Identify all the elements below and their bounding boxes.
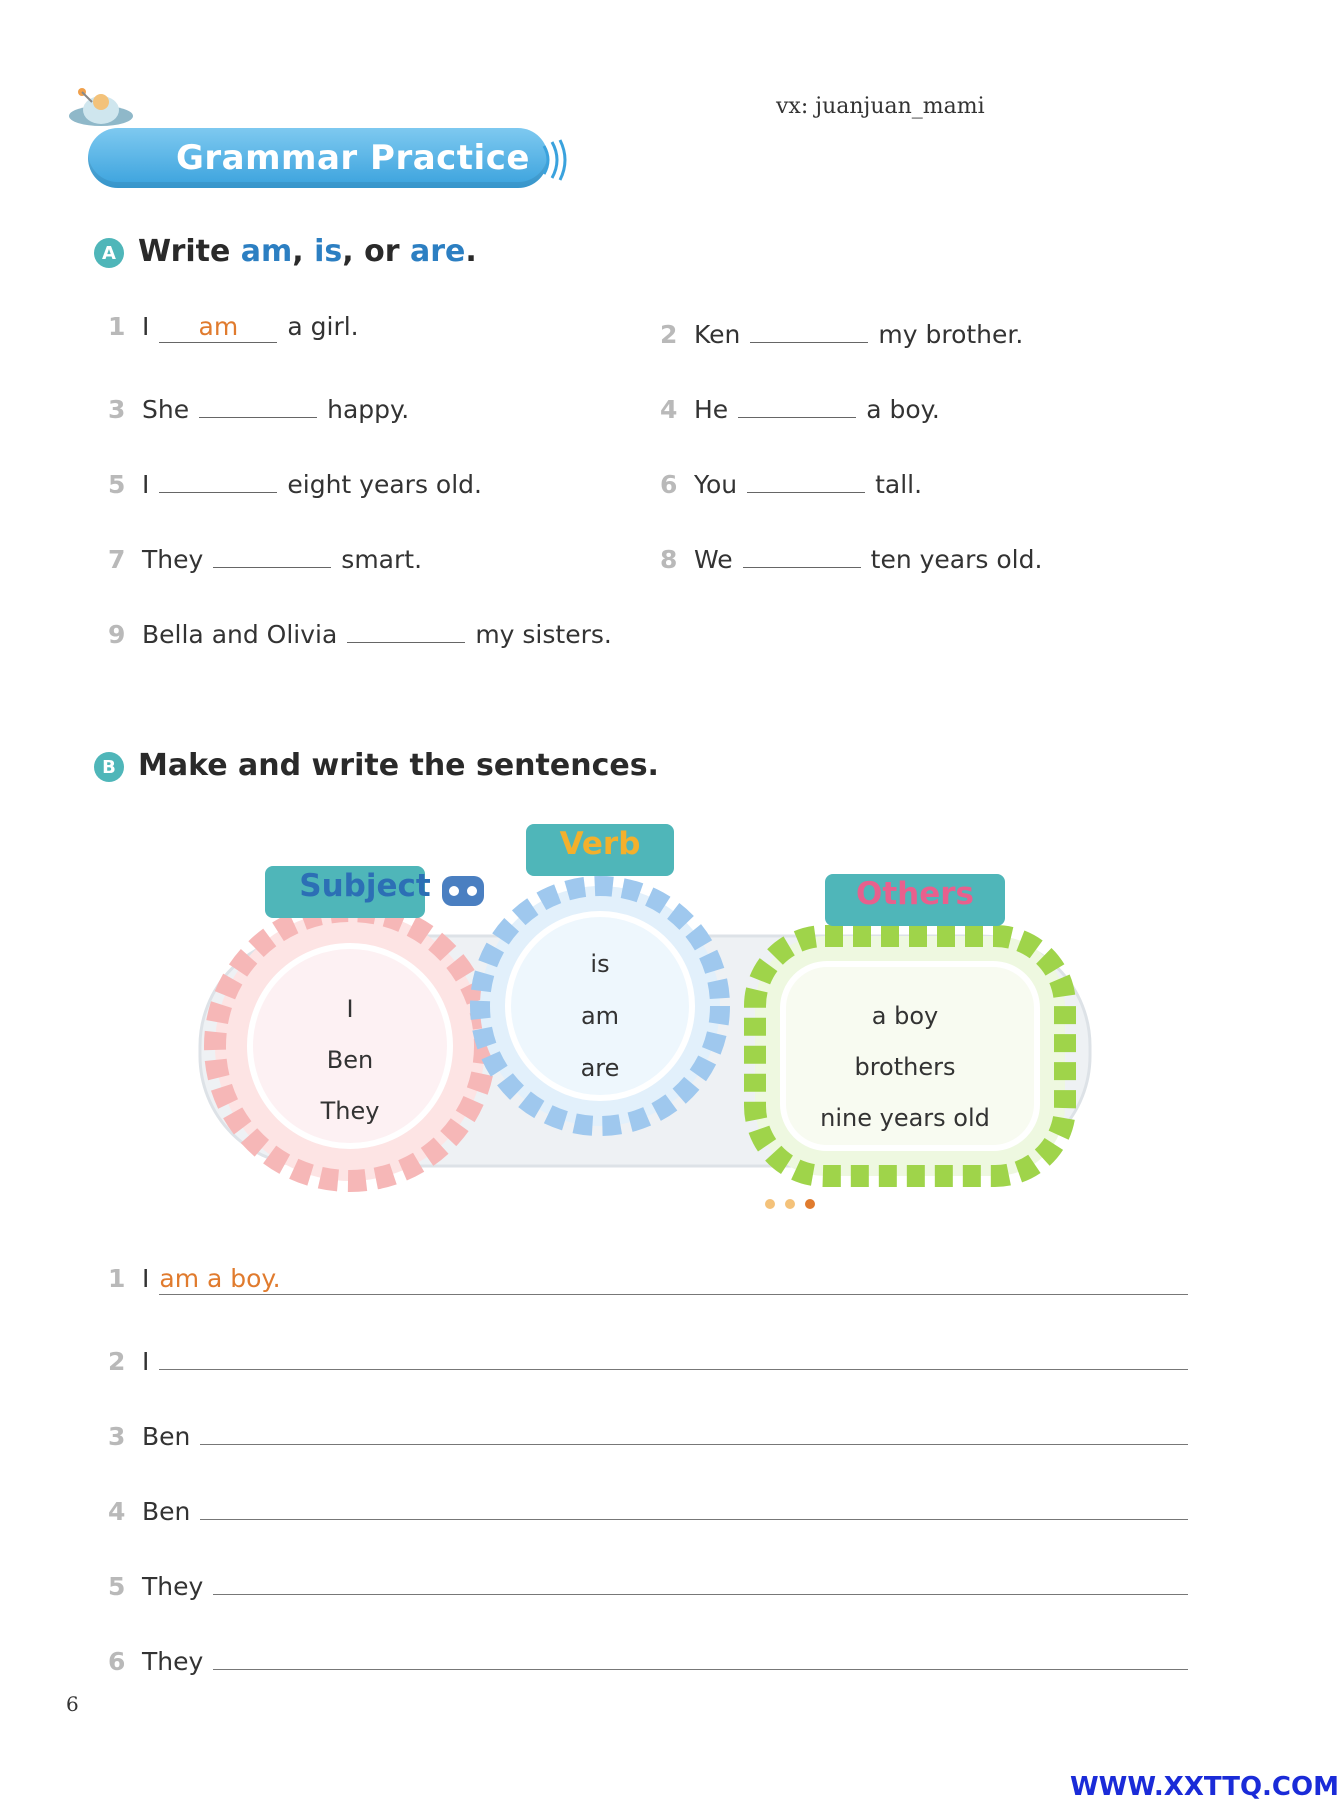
- answer-blank[interactable]: [347, 612, 465, 643]
- line-start: Ben: [142, 1497, 191, 1526]
- exercise-a-item: [108, 387, 409, 424]
- answer-blank[interactable]: am: [159, 312, 277, 343]
- section-a-title: [138, 234, 477, 269]
- item-number: 7: [108, 545, 126, 574]
- item-before: I: [142, 470, 150, 499]
- exercise-a-item: [108, 312, 359, 343]
- line-number: 2: [108, 1347, 126, 1376]
- item-after: ten years old.: [870, 545, 1043, 574]
- item-before: He: [694, 395, 729, 424]
- line-start: I: [142, 1264, 150, 1293]
- item-after: smart.: [341, 545, 423, 574]
- exercise-b-line: [108, 1489, 1188, 1526]
- writing-line[interactable]: [200, 1489, 1188, 1520]
- exercise-b-line: [108, 1639, 1188, 1676]
- item-after: eight years old.: [287, 470, 482, 499]
- exercise-a-item: [660, 387, 940, 424]
- item-before: I: [142, 312, 150, 341]
- writing-line[interactable]: [200, 1414, 1188, 1445]
- answer-blank[interactable]: [743, 537, 861, 568]
- section-b-title: Make and write the sentences.: [138, 748, 659, 783]
- others-option: a boy: [871, 1002, 939, 1030]
- item-after: my brother.: [878, 320, 1024, 349]
- item-after: happy.: [327, 395, 410, 424]
- line-start: They: [142, 1572, 204, 1601]
- line-number: 3: [108, 1422, 126, 1451]
- item-number: 1: [108, 312, 126, 341]
- others-label: Others: [855, 876, 974, 912]
- item-before: We: [694, 545, 733, 574]
- item-number: 9: [108, 620, 126, 649]
- exercise-a-item: [660, 537, 1042, 574]
- exercise-a-item: [108, 537, 422, 574]
- section-a-badge: A: [94, 238, 124, 268]
- exercise-b-line: [108, 1414, 1188, 1451]
- page-title: Grammar Practice: [176, 138, 530, 178]
- vx-note: vx: juanjuan_mami: [776, 94, 985, 119]
- section-b-badge: B: [94, 752, 124, 782]
- exercise-b-line: [108, 1339, 1188, 1376]
- exercise-a-item: [108, 612, 612, 649]
- item-after: a boy.: [866, 395, 940, 424]
- answer-blank[interactable]: [159, 462, 277, 493]
- keyword-are: are: [409, 234, 466, 269]
- keyword-is: is: [314, 234, 343, 269]
- line-number: 4: [108, 1497, 126, 1526]
- item-after: tall.: [875, 470, 923, 499]
- item-number: 5: [108, 470, 126, 499]
- ufo-icon: [66, 80, 136, 132]
- title-sep: , or: [342, 234, 410, 269]
- line-number: 5: [108, 1572, 126, 1601]
- verb-option: is: [590, 950, 610, 978]
- page-number: 6: [66, 1692, 79, 1716]
- exercise-a-item: [660, 312, 1023, 349]
- writing-line[interactable]: [213, 1564, 1188, 1595]
- exercise-a-item: [108, 462, 482, 499]
- answer-blank[interactable]: [213, 537, 331, 568]
- title-suffix: .: [465, 234, 477, 269]
- verb-option: are: [580, 1054, 620, 1082]
- line-start: They: [142, 1647, 204, 1676]
- subject-label: Subject: [299, 868, 431, 904]
- line-number: 1: [108, 1264, 126, 1293]
- subject-option: I: [346, 995, 354, 1023]
- item-number: 6: [660, 470, 678, 499]
- item-after: a girl.: [287, 312, 359, 341]
- line-number: 6: [108, 1647, 126, 1676]
- exercise-b-line: [108, 1264, 1188, 1295]
- item-before: They: [142, 545, 204, 574]
- writing-line[interactable]: am a boy.: [159, 1264, 1188, 1295]
- line-start: Ben: [142, 1422, 191, 1451]
- answer-blank[interactable]: [738, 387, 856, 418]
- sound-waves-icon: [540, 138, 568, 182]
- item-number: 8: [660, 545, 678, 574]
- title-text: Write: [138, 234, 241, 269]
- item-number: 2: [660, 320, 678, 349]
- answer-blank[interactable]: [747, 462, 865, 493]
- watermark: WWW.XXTTQ.COM: [1070, 1772, 1339, 1802]
- item-before: Ken: [694, 320, 741, 349]
- keyword-am: am: [240, 234, 293, 269]
- writing-line[interactable]: [159, 1339, 1188, 1370]
- others-option: brothers: [854, 1053, 956, 1081]
- verb-option: am: [580, 1002, 620, 1030]
- item-number: 4: [660, 395, 678, 424]
- others-option: nine years old: [820, 1104, 990, 1132]
- subject-option: They: [320, 1097, 380, 1125]
- answer-blank[interactable]: [199, 387, 317, 418]
- subject-option: Ben: [326, 1046, 374, 1074]
- item-after: my sisters.: [475, 620, 612, 649]
- item-before: Bella and Olivia: [142, 620, 338, 649]
- item-number: 3: [108, 395, 126, 424]
- writing-line[interactable]: [213, 1639, 1188, 1670]
- verb-label: Verb: [559, 826, 641, 862]
- title-sep: ,: [292, 234, 315, 269]
- answer-blank[interactable]: [750, 312, 868, 343]
- item-before: She: [142, 395, 190, 424]
- line-start: I: [142, 1347, 150, 1376]
- item-before: You: [694, 470, 738, 499]
- exercise-a-item: [660, 462, 922, 499]
- exercise-b-line: [108, 1564, 1188, 1601]
